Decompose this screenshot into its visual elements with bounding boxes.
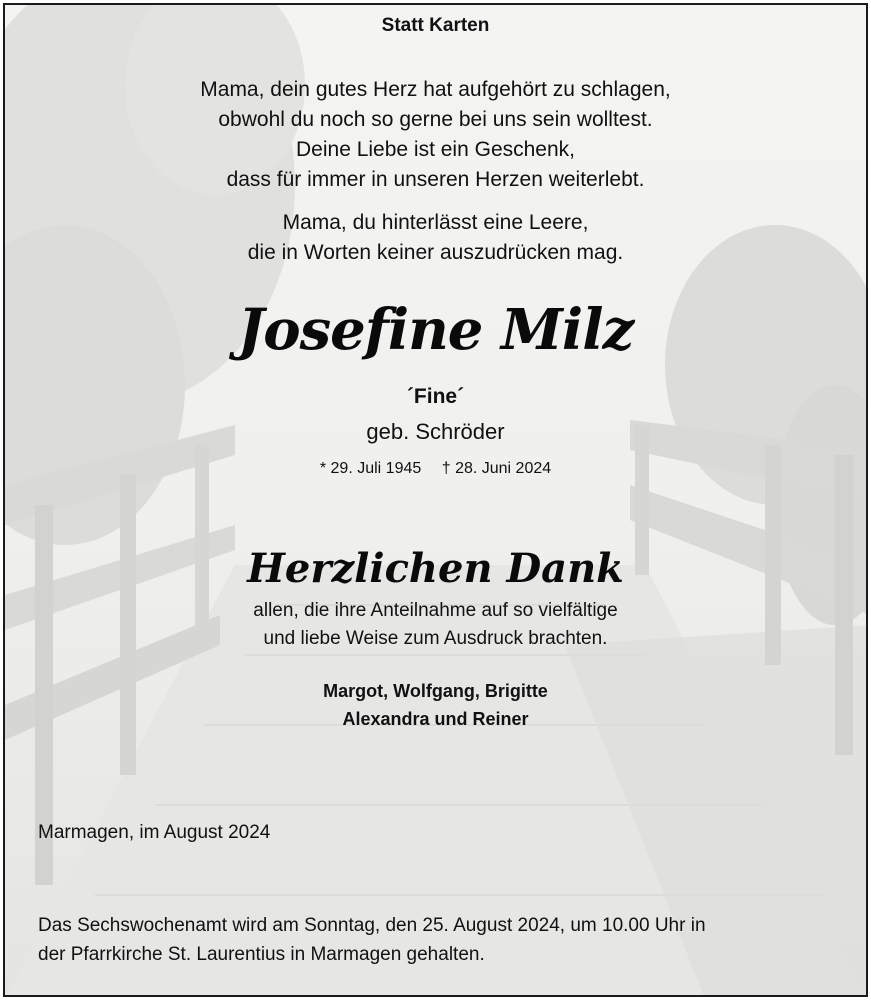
obituary-card [3,3,868,997]
family-names [5,677,866,733]
deceased-name: Josefine Milz [237,297,634,363]
deceased-birth-name: geb. Schröder [366,419,505,444]
thanks-line: allen, die ihre Anteilnahme auf so vielfältige [253,600,618,621]
thanks-heading: Herzlichen Dank [247,545,624,592]
thanks-text [5,597,866,653]
poem [5,75,866,195]
service-line: der Pfarrkirche St. Laurentius in Marmagen gehalten. [38,944,485,965]
header-statt-karten: Statt Karten [381,15,490,36]
service-notice [38,911,858,969]
poem-line: Mama, dein gutes Herz hat aufgehört zu schlagen, [200,78,671,101]
poem-line: Mama, du hinterlässt eine Leere, [282,211,589,234]
poem-line: obwohl du noch so gerne bei uns sein wolltest. [218,108,653,131]
thanks-line: und liebe Weise zum Ausdruck brachten. [263,628,608,649]
life-dates [5,460,866,478]
poem-line: Deine Liebe ist ein Geschenk, [296,138,575,161]
service-line: Das Sechswochenamt wird am Sonntag, den 25. August 2024, um 10.00 Uhr in [38,915,706,936]
birth-date: * 29. Juli 1945 [319,460,422,477]
family-line: Alexandra und Reiner [342,709,529,729]
poem-second-stanza [5,208,866,268]
poem-line: die in Worten keiner auszudrücken mag. [247,241,624,264]
death-date: † 28. Juni 2024 [441,460,552,477]
text-content [5,5,866,995]
deceased-nickname: ´Fine´ [406,385,465,408]
poem-line: dass für immer in unseren Herzen weiterlebt. [226,168,645,191]
family-line: Margot, Wolfgang, Brigitte [323,681,548,701]
place-date: Marmagen, im August 2024 [38,822,271,843]
